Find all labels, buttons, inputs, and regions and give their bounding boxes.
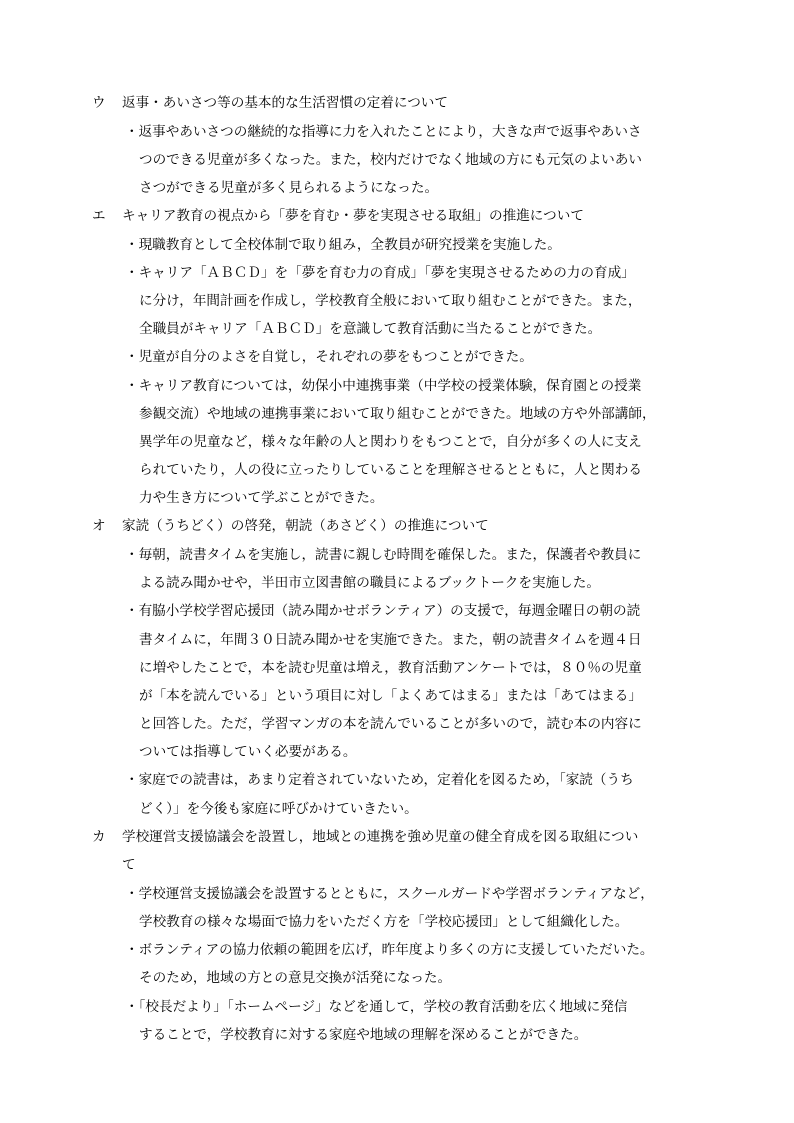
- section-title: 家読（うちどく）の啓発，朝読（あさどく）の推進について: [122, 518, 489, 535]
- bullet-text-continuation: が「本を読んでいる」という項目に対し「よくあてはまる」または「あてはまる」: [139, 687, 642, 704]
- bullet-item: [0, 766, 794, 822]
- section: [0, 89, 794, 202]
- bullet-text: ・毎朝，読書タイムを実施し，読書に親しむ時間を確保した。また，保護者や教員に: [125, 546, 642, 563]
- bullet-text: ・家庭での読書は，あまり定着されていないため，定着化を図るため，「家読（うち: [125, 772, 634, 789]
- bullet-text: ・キャリア「ＡＢＣＤ」を「夢を育む力の育成」「夢を実現させるための力の育成」: [125, 264, 635, 281]
- bullet-text: ・学校運営支援協議会を設置するとともに，スクールガードや学習ボランティアなど，: [125, 885, 654, 902]
- bullet-text-continuation: 異学年の児童など，様々な年齢の人と関わりをもつことで，自分が多くの人に支え: [139, 433, 642, 450]
- bullet-item: [0, 936, 794, 992]
- bullet-text: ・児童が自分のよさを自覚し，それぞれの夢をもつことができた。: [125, 349, 533, 366]
- section-heading: [0, 202, 794, 231]
- bullet-item: [0, 597, 794, 766]
- bullet-item: [0, 372, 794, 513]
- section-title: 学校運営支援協議会を設置し，地域との連携を強め児童の健全育成を図る取組につい: [122, 828, 639, 845]
- section: [0, 823, 794, 1049]
- bullet-text-continuation: 参観交流）や地域の連携事業において取り組むことができた。地域の方や外部講師，: [139, 405, 656, 422]
- section-marker: オ: [92, 518, 106, 535]
- bullet-text-continuation: られていたり，人の役に立ったりしていることを理解させるとともに，人と関わる: [139, 462, 642, 479]
- bullet-item: [0, 231, 794, 259]
- bullet-text: ・現職教育として全校体制で取り組み，全教員が研究授業を実施した。: [125, 236, 561, 253]
- bullet-text-continuation: よる読み聞かせや，半田市立図書館の職員によるブックトークを実施した。: [139, 575, 600, 592]
- section: [0, 512, 794, 822]
- section-heading: [0, 89, 794, 118]
- bullet-text: ・キャリア教育については，幼保小中連携事業（中学校の授業体験，保育園との授業: [125, 377, 642, 394]
- section-heading: [0, 823, 794, 852]
- bullet-text-continuation: 力や生き方について学ぶことができた。: [139, 490, 384, 507]
- section-title: キャリア教育の視点から「夢を育む・夢を実現させる取組」の推進について: [122, 208, 584, 225]
- document-body: [0, 89, 794, 1049]
- bullet-text: ・ボランティアの協力依頼の範囲を広げ，昨年度より多くの方に支援していただいた。: [125, 942, 654, 959]
- section-marker: カ: [92, 828, 106, 845]
- section-marker: エ: [92, 208, 106, 225]
- section-title-continuation: て: [122, 857, 136, 874]
- bullet-item: [0, 541, 794, 597]
- bullet-text-continuation: ついては指導していく必要がある。: [139, 744, 357, 761]
- bullet-text-continuation: と回答した。ただ，学習マンガの本を読んでいることが多いので，読む本の内容に: [139, 716, 642, 733]
- bullet-text-continuation: どく）」を今後も家庭に呼びかけていきたい。: [139, 800, 418, 817]
- bullet-text-continuation: 全職員がキャリア「ＡＢＣＤ」を意識して教育活動に当たることができた。: [139, 321, 602, 338]
- bullet-item: [0, 259, 794, 344]
- bullet-text-continuation: 学校教育の様々な場面で協力をいただく方を「学校応援団」として組織化した。: [139, 914, 629, 930]
- section: [0, 202, 794, 512]
- bullet-text: ・有脇小学校学習応援団（読み聞かせボランティア）の支援で，毎週金曜日の朝の読: [125, 603, 641, 620]
- bullet-text-continuation: つのできる児童が多くなった。また，校内だけでなく地域の方にも元気のよいあい: [139, 151, 642, 168]
- bullet-text-continuation: さつができる児童が多く見られるようになった。: [139, 179, 439, 196]
- bullet-text-continuation: に分け，年間計画を作成し，学校教育全般において取り組むことができた。また，: [139, 292, 642, 309]
- bullet-text: ・「校長だより」「ホームページ」などを通して，学校の教育活動を広く地域に発信: [125, 998, 628, 1015]
- section-heading: [0, 512, 794, 541]
- bullet-text-continuation: そのため，地域の方との意見交換が活発になった。: [139, 970, 452, 987]
- bullet-item: [0, 118, 794, 203]
- section-marker: ウ: [92, 95, 106, 111]
- section-title: 返事・あいさつ等の基本的な生活習慣の定着について: [122, 95, 448, 111]
- bullet-item: [0, 343, 794, 371]
- bullet-text-continuation: に増やしたことで，本を読む児童は増え，教育活動アンケートでは，８０％の児童: [139, 659, 642, 676]
- bullet-text: ・返事やあいさつの継続的な指導に力を入れたことにより，大きな声で返事やあいさ: [125, 123, 642, 140]
- bullet-item: [0, 880, 794, 936]
- bullet-text-continuation: することで，学校教育に対する家庭や地域の理解を深めることができた。: [139, 1026, 588, 1043]
- bullet-text-continuation: 書タイムに，年間３０日読み聞かせを実施できた。また，朝の読書タイムを週４日: [139, 631, 642, 648]
- bullet-item: [0, 993, 794, 1049]
